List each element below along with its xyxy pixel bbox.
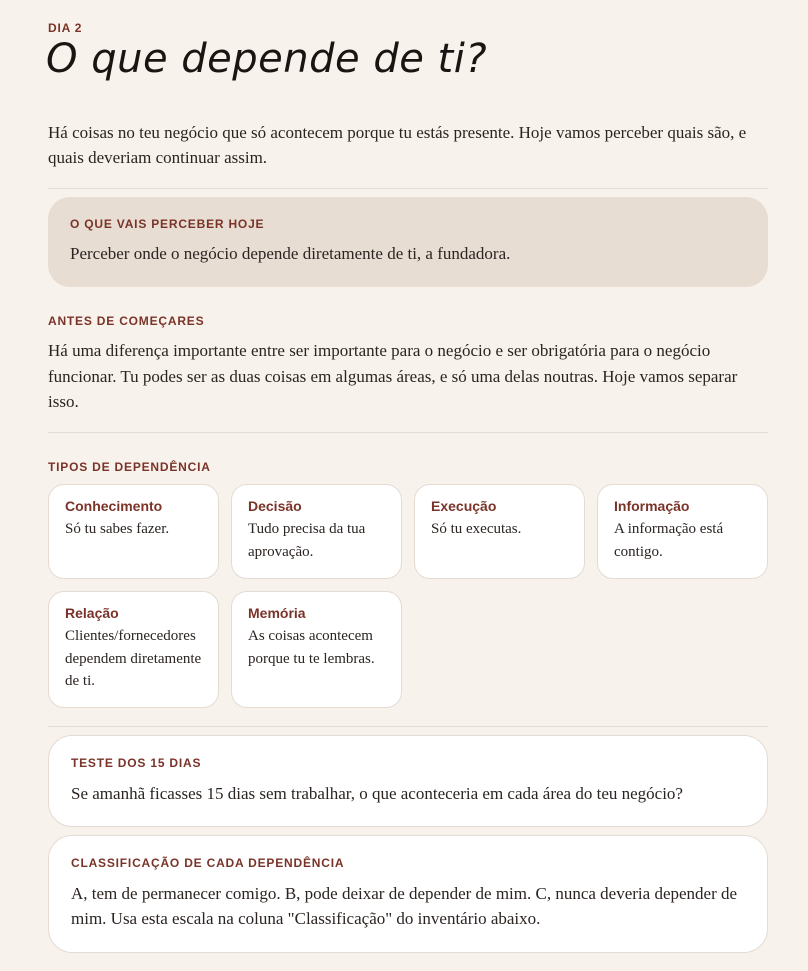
card-text: Tudo precisa da tua aprovação. [248, 521, 366, 560]
types-label: TIPOS DE DEPENDÊNCIA [48, 460, 211, 474]
card-title: Informação [614, 498, 690, 514]
before-label: ANTES DE COMEÇARES [48, 314, 205, 328]
dependency-card-knowledge [48, 484, 219, 579]
before-text: Há uma diferença importante entre ser importante para o negócio e ser obrigatória para o negócio funcionar. Tu podes ser as duas coisas em algumas áreas, e só uma delas noutras. Hoje vamos separar isso. [48, 341, 738, 411]
card-text: Só tu executas. [431, 521, 522, 537]
test-text: Se amanhã ficasses 15 dias sem trabalhar, o que aconteceria em cada área do teu negócio? [71, 784, 683, 803]
divider [48, 432, 768, 433]
day-label: DIA 2 [48, 21, 83, 35]
goal-text: Perceber onde o negócio depende diretamente de ti, a fundadora. [70, 244, 511, 263]
classification-text: A, tem de permanecer comigo. B, pode deixar de depender de mim. C, nunca deveria depender de mim. Usa esta escala na coluna "Classificação" do inventário abaixo. [71, 884, 738, 928]
goal-label: O QUE VAIS PERCEBER HOJE [70, 217, 265, 231]
card-title: Relação [65, 605, 119, 621]
classification-label: CLASSIFICAÇÃO DE CADA DEPENDÊNCIA [71, 856, 345, 870]
divider [48, 726, 768, 727]
card-text: As coisas acontecem porque tu te lembras. [248, 628, 375, 667]
classification-box [48, 835, 768, 953]
dependency-card-relationship [48, 591, 219, 708]
dependency-card-information [597, 484, 768, 579]
dependency-card-execution [414, 484, 585, 579]
intro-text: Há coisas no teu negócio que só acontecem porque tu estás presente. Hoje vamos perceber quais são, e quais deveriam continuar assim. [48, 123, 747, 167]
dependency-card-memory [231, 591, 402, 708]
card-text: Só tu sabes fazer. [65, 521, 170, 537]
test-box [48, 735, 768, 827]
card-title: Decisão [248, 498, 302, 514]
test-label: TESTE DOS 15 DIAS [71, 756, 202, 770]
card-text: Clientes/fornecedores dependem diretamente de ti. [65, 628, 202, 689]
card-title: Conhecimento [65, 498, 163, 514]
divider [48, 188, 768, 189]
card-title: Memória [248, 605, 306, 621]
card-text: A informação está contigo. [614, 521, 724, 560]
card-title: Execução [431, 498, 497, 514]
goal-box [48, 197, 768, 287]
dependency-card-decision [231, 484, 402, 579]
page-title: O que depende de ti? [46, 36, 488, 82]
